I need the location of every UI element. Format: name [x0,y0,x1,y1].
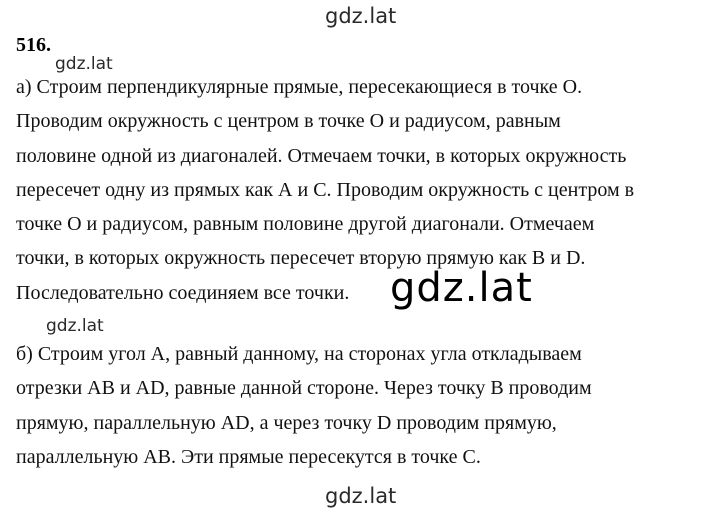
solution-part-b [16,337,592,474]
text-line: прямую, параллельную AD, а через точку D проводим прямую, [16,411,557,434]
watermark-large: gdz.lat [390,265,533,311]
text-line: а) Строим перпендикулярные прямые, пересекающиеся в точке О. [16,76,583,98]
text-line: половине одной из диагоналей. Отмечаем точки, в которых окружность [16,144,627,167]
watermark-bottom: gdz.lat [325,484,397,508]
text-line: отрезки АВ и AD, равные данной стороне. Через точку В проводим [16,377,592,400]
text-line: б) Строим угол А, равный данному, на сторонах угла откладываем [16,343,582,365]
text-line: точки, в которых окружность пересечет вторую прямую как В и D. [16,247,586,270]
text-line: Последовательно соединяем все точки. [16,281,350,304]
watermark-small-b: gdz.lat [46,316,104,336]
text-line: точке О и радиусом, равным половине другой диагонали. Отмечаем [16,213,595,236]
task-number: 516. [16,34,51,56]
watermark-small-a: gdz.lat [55,54,113,74]
text-line: параллельную АВ. Эти прямые пересекутся в точке С. [16,445,481,468]
text-line: Проводим окружность с центром в точке О и радиусом, равным [16,110,561,133]
solution-part-a [16,70,634,310]
text-line: пересечет одну из прямых как А и С. Проводим окружность с центром в [16,178,635,201]
watermark-top: gdz.lat [325,4,397,28]
